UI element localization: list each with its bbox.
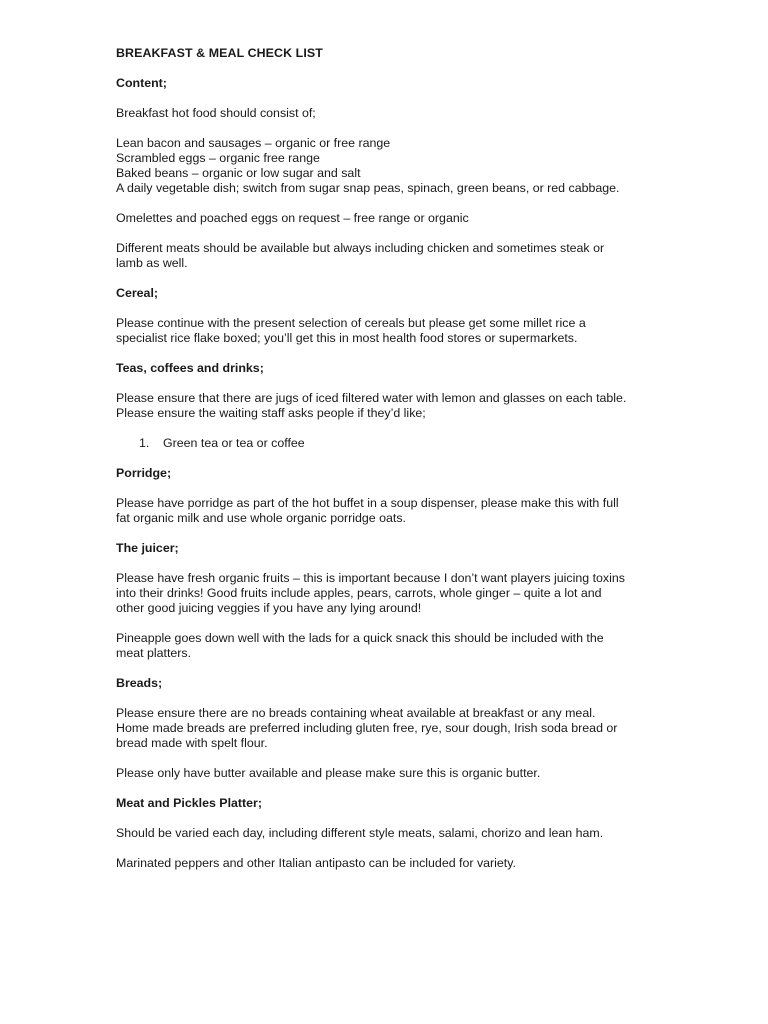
- list-item: Green tea or tea or coffee: [163, 436, 305, 450]
- breads-paragraph: [116, 706, 656, 751]
- heading-content: Content;: [116, 76, 167, 90]
- document-page: [116, 46, 656, 886]
- breads-line: bread made with spelt flour.: [116, 736, 268, 750]
- heading-drinks: Teas, coffees and drinks;: [116, 361, 264, 375]
- juicer-line: other good juicing veggies if you have any lying around!: [116, 601, 422, 615]
- hot-food-item: A daily vegetable dish; switch from sugar snap peas, spinach, green beans, or red cabbage.: [116, 181, 620, 195]
- hot-food-item: Scrambled eggs – organic free range: [116, 151, 320, 165]
- hot-food-item: Lean bacon and sausages – organic or free range: [116, 136, 391, 150]
- porridge-line: fat organic milk and use whole organic porridge oats.: [116, 511, 406, 525]
- list-number: 1.: [139, 436, 150, 450]
- meats-paragraph: [116, 241, 656, 271]
- juicer-paragraph: [116, 571, 656, 616]
- drinks-paragraph: [116, 391, 656, 421]
- document-title: BREAKFAST & MEAL CHECK LIST: [116, 46, 323, 60]
- breads-line: Please ensure there are no breads containing wheat available at breakfast or any meal.: [116, 706, 596, 720]
- drinks-numbered-list: [116, 436, 656, 451]
- cereal-line: Please continue with the present selection of cereals but please get some millet rice a: [116, 316, 586, 330]
- porridge-paragraph: [116, 496, 656, 526]
- juicer-line: into their drinks! Good fruits include apples, pears, carrots, whole ginger – quite a lot and: [116, 586, 602, 600]
- hot-food-item: Baked beans – organic or low sugar and salt: [116, 166, 361, 180]
- cereal-line: specialist rice flake boxed; you’ll get this in most health food stores or supermarkets.: [116, 331, 578, 345]
- content-intro: Breakfast hot food should consist of;: [116, 106, 316, 120]
- drinks-line: Please ensure that there are jugs of iced filtered water with lemon and glasses on each table.: [116, 391, 627, 405]
- hot-food-list: [116, 136, 656, 196]
- butter-paragraph: Please only have butter available and please make sure this is organic butter.: [116, 766, 541, 780]
- heading-juicer: The juicer;: [116, 541, 179, 555]
- heading-porridge: Porridge;: [116, 466, 172, 480]
- drinks-line: Please ensure the waiting staff asks people if they’d like;: [116, 406, 426, 420]
- breads-line: Home made breads are preferred including gluten free, rye, sour dough, Irish soda bread or: [116, 721, 618, 735]
- meats-line: Different meats should be available but always including chicken and sometimes steak or: [116, 241, 605, 255]
- pineapple-line: Pineapple goes down well with the lads for a quick snack this should be included with the: [116, 631, 604, 645]
- platter-paragraph: Should be varied each day, including different style meats, salami, chorizo and lean ham.: [116, 826, 604, 840]
- porridge-line: Please have porridge as part of the hot buffet in a soup dispenser, please make this with full: [116, 496, 619, 510]
- heading-cereal: Cereal;: [116, 286, 159, 300]
- cereal-paragraph: [116, 316, 656, 346]
- juicer-line: Please have fresh organic fruits – this is important because I don’t want players juicing toxins: [116, 571, 625, 585]
- omelettes-paragraph: Omelettes and poached eggs on request – free range or organic: [116, 211, 469, 225]
- heading-platter: Meat and Pickles Platter;: [116, 796, 262, 810]
- pineapple-paragraph: [116, 631, 656, 661]
- pineapple-line: meat platters.: [116, 646, 192, 660]
- antipasto-paragraph: Marinated peppers and other Italian antipasto can be included for variety.: [116, 856, 516, 870]
- meats-line: lamb as well.: [116, 256, 188, 270]
- heading-breads: Breads;: [116, 676, 163, 690]
